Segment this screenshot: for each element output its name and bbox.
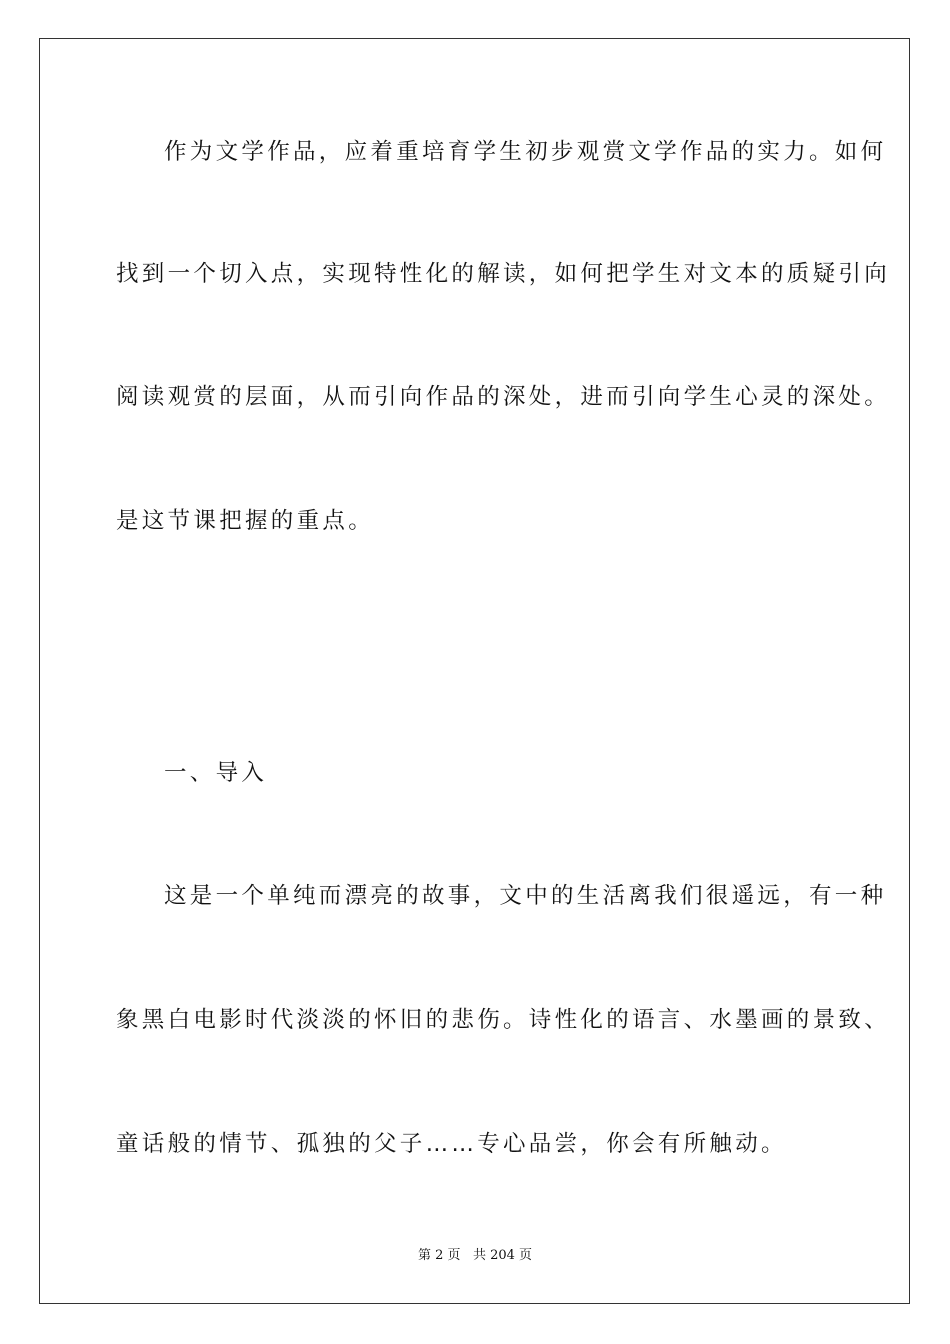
paragraph-line-4: 是这节课把握的重点。 — [116, 508, 375, 534]
paragraph-line-2: 找到一个切入点，实现特性化的解读，如何把学生对文本的质疑引向 — [116, 261, 891, 287]
page-frame — [39, 38, 910, 1304]
paragraph-line-6: 象黑白电影时代淡淡的怀旧的悲伤。诗性化的语言、水墨画的景致、 — [116, 1007, 891, 1033]
paragraph-line-3: 阅读观赏的层面，从而引向作品的深处，进而引向学生心灵的深处。 — [116, 384, 891, 410]
page-total: 共 204 页 — [472, 1248, 533, 1263]
paragraph-line-1: 作为文学作品，应着重培育学生初步观赏文学作品的实力。如何 — [164, 139, 887, 165]
paragraph-line-5: 这是一个单纯而漂亮的故事，文中的生活离我们很遥远，有一种 — [164, 883, 887, 909]
paragraph-line-7: 童话般的情节、孤独的父子……专心品尝，你会有所触动。 — [116, 1131, 787, 1157]
page-number: 第 2 页 — [417, 1248, 461, 1263]
page-footer — [0, 1247, 950, 1265]
section-heading: 一、导入 — [164, 760, 268, 786]
